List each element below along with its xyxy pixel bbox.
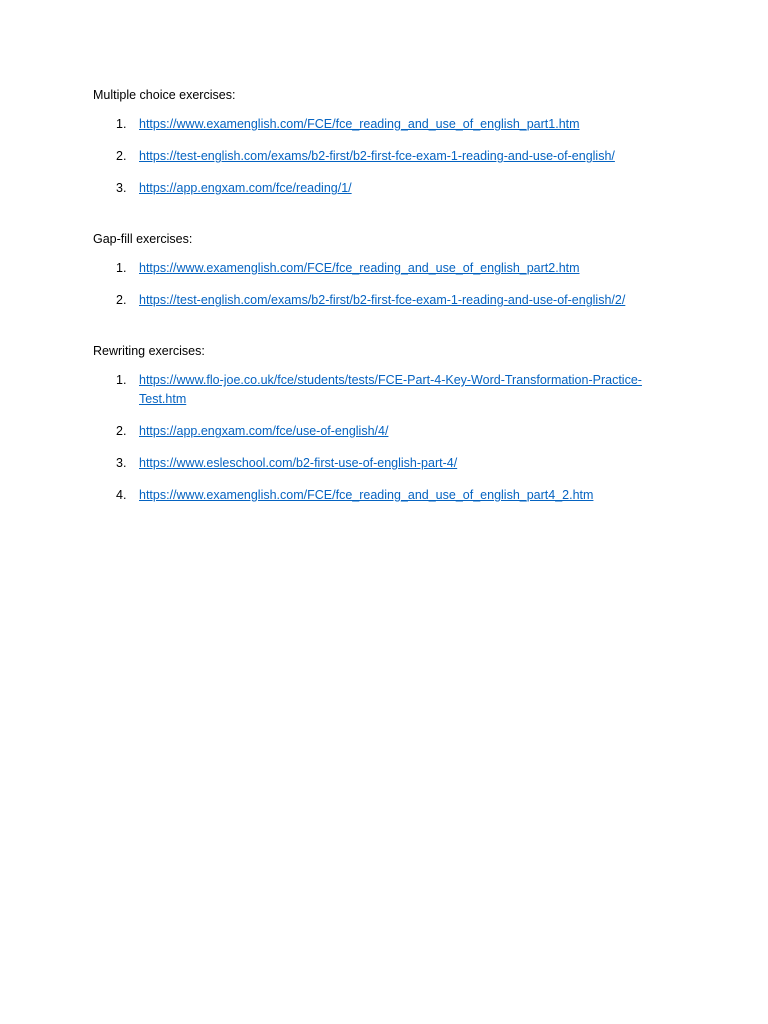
list-item <box>93 291 673 310</box>
section-gap-fill <box>93 230 673 310</box>
link-list <box>93 115 673 198</box>
list-item <box>93 486 673 505</box>
link[interactable]: https://www.flo-joe.co.uk/fce/students/tests/FCE-Part-4-Key-Word-Transformation-Practice-Test.htm <box>139 373 642 406</box>
list-number: 3. <box>116 181 127 195</box>
section-heading: Rewriting exercises: <box>93 344 205 358</box>
link[interactable]: https://www.examenglish.com/FCE/fce_reading_and_use_of_english_part4_2.htm <box>139 488 594 502</box>
list-number: 2. <box>116 424 127 438</box>
list-number: 1. <box>116 117 127 131</box>
section-multiple-choice <box>93 86 673 198</box>
section-heading: Gap-fill exercises: <box>93 232 193 246</box>
list-item <box>93 179 673 198</box>
list-item <box>93 259 673 278</box>
link[interactable]: https://app.engxam.com/fce/use-of-english/4/ <box>139 424 389 438</box>
list-item <box>93 147 673 166</box>
link[interactable]: https://app.engxam.com/fce/reading/1/ <box>139 181 352 195</box>
list-number: 3. <box>116 456 127 470</box>
link-list <box>93 371 673 505</box>
list-item <box>93 422 673 441</box>
list-number: 2. <box>116 293 127 307</box>
link[interactable]: https://www.esleschool.com/b2-first-use-of-english-part-4/ <box>139 456 458 470</box>
section-rewriting <box>93 342 673 505</box>
list-item <box>93 371 673 409</box>
list-number: 4. <box>116 488 127 502</box>
document-page <box>93 86 673 537</box>
link[interactable]: https://test-english.com/exams/b2-first/b2-first-fce-exam-1-reading-and-use-of-english/ <box>139 149 615 163</box>
link[interactable]: https://test-english.com/exams/b2-first/b2-first-fce-exam-1-reading-and-use-of-english/2/ <box>139 293 626 307</box>
list-item <box>93 454 673 473</box>
link-list <box>93 259 673 310</box>
list-item <box>93 115 673 134</box>
list-number: 1. <box>116 261 127 275</box>
link[interactable]: https://www.examenglish.com/FCE/fce_reading_and_use_of_english_part1.htm <box>139 117 580 131</box>
list-number: 1. <box>116 373 127 387</box>
section-heading: Multiple choice exercises: <box>93 88 236 102</box>
list-number: 2. <box>116 149 127 163</box>
link[interactable]: https://www.examenglish.com/FCE/fce_reading_and_use_of_english_part2.htm <box>139 261 580 275</box>
